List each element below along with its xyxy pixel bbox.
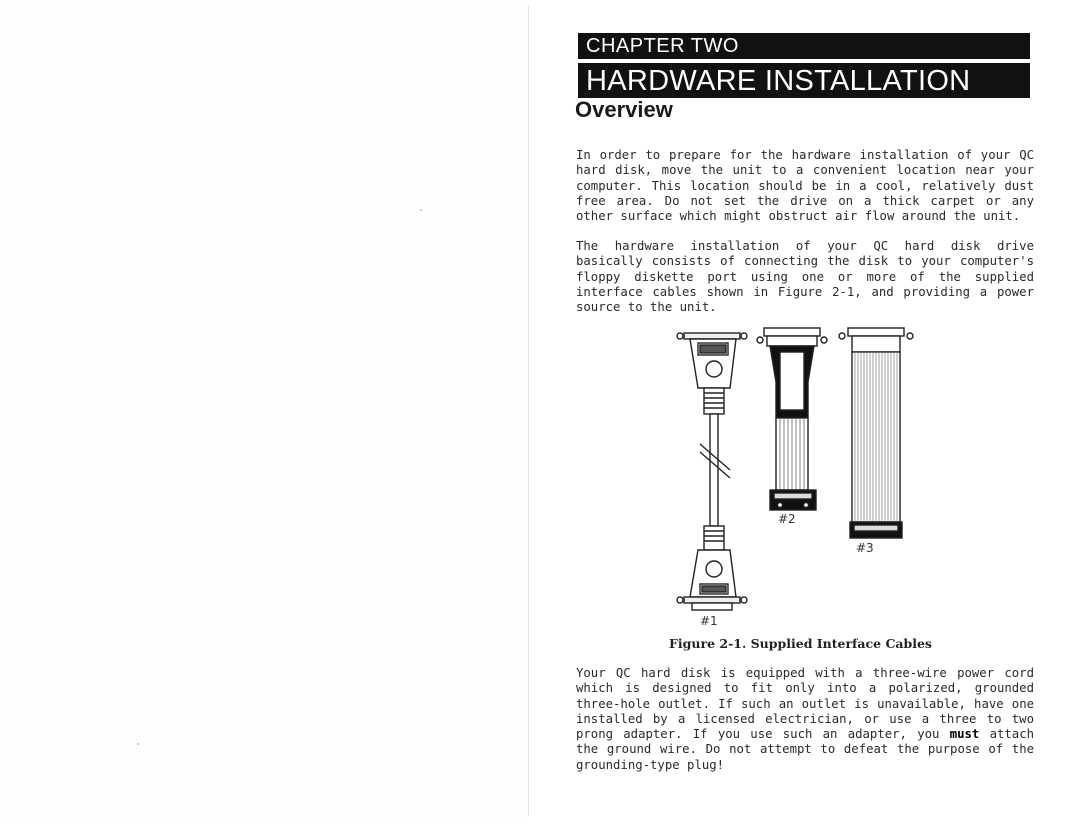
cable-2 (757, 328, 827, 510)
cable-1-cord (700, 414, 730, 526)
scan-speck (137, 743, 139, 745)
cable-1-label: #1 (700, 614, 718, 628)
chapter-title: HARDWARE INSTALLATION (578, 63, 1030, 98)
intro-paragraph: In order to prepare for the hardware installation of your QC hard disk, move the unit to a convenient location near your computer. This location should be in a cool, relatively dust free area. Do not set the drive on a thick carpet or any other surface which might obstruct air flow around the unit. (576, 148, 1034, 224)
chapter-label: CHAPTER TWO (578, 33, 1030, 59)
power-text-before: Your QC hard disk is equipped with a three-wire power cord which is designed to fit only into a polarized, grounded three-hole outlet. If such an outlet is unavailable, have one installed by a licensed electrician, or use a three to two prong adapter. If you use such an adapter, you (576, 666, 1034, 742)
section-heading: Overview (575, 97, 673, 122)
cables-illustration (670, 322, 930, 632)
power-text-after: attach the ground wire. Do not attempt to defeat the purpose of the grounding-type plug! (576, 727, 1034, 772)
power-paragraph (576, 666, 1034, 773)
cable-3 (839, 328, 913, 538)
blank-left-page (0, 0, 528, 825)
cable-3-label: #3 (856, 541, 874, 555)
interface-cables-figure (670, 322, 930, 632)
figure-caption: Figure 2-1. Supplied Interface Cables (669, 636, 932, 651)
right-page (530, 0, 1071, 825)
cable-2-label: #2 (778, 512, 796, 526)
scan-speck (420, 209, 422, 211)
power-emphasis: must (949, 727, 980, 742)
installation-paragraph: The hardware installation of your QC hard disk drive basically consists of connecting the disk to your computer's floppy diskette port using one or more of the supplied interface cables shown in Figure 2-1, and providing a power source to the unit. (576, 239, 1034, 315)
cable-1-bottom-connector (677, 526, 747, 610)
cable-1-top-connector (677, 333, 747, 414)
book-gutter (528, 6, 529, 816)
